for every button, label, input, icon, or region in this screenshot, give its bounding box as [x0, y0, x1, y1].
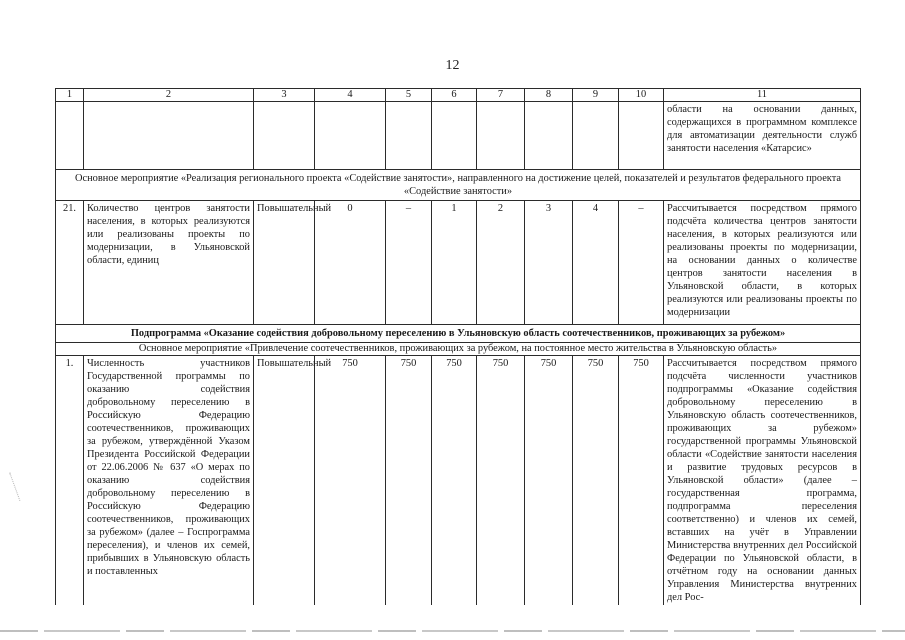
- value-cell: –: [619, 201, 664, 325]
- row-number: 21.: [56, 201, 84, 325]
- table-cell: [619, 102, 664, 170]
- calculation-method-cell: области на основании данных, содержащихся в программном комплексе для автоматизации деятельности служб занятости населения «Катарсис»: [664, 102, 861, 170]
- table-cell: [432, 102, 477, 170]
- indicators-table: [55, 88, 861, 605]
- value-cell: –: [386, 201, 432, 325]
- table-cell: [386, 102, 432, 170]
- table-cell: [525, 102, 573, 170]
- column-header: 9: [573, 89, 619, 102]
- table-cell: [254, 102, 315, 170]
- table-cell: [84, 102, 254, 170]
- scan-artifact: [9, 469, 30, 501]
- calculation-method-cell: Рассчитывается посредством прямого подсчёта количества центров занятости населения, в которых реализуются или реализованы проекты по модернизации, на основании данных о количестве центров занятости населения в Ульяновской области, в которых реализуются или реализованы проекты по модернизации: [664, 201, 861, 325]
- continued-row: [56, 102, 861, 170]
- column-header: 7: [477, 89, 525, 102]
- indicator-name: Численность участников Государственной программы по оказанию содействия добровольному переселению в Российскую Федерацию соотечественников, проживающих за рубежом, утверждённой Указом Президента Российской Федерации от 22.06.2006 № 637 «О мерах по оказанию содействия добровольному переселению в Российскую Федерацию соотечественников, проживающих за рубежом» (далее – Госпрограмма переселения), и членов их семей, прибывших в Ульяновскую область и поставленных: [84, 356, 254, 606]
- page-number: 12: [445, 58, 460, 73]
- column-header: 10: [619, 89, 664, 102]
- indicator-type: Повышательный: [254, 356, 315, 606]
- column-header: 2: [84, 89, 254, 102]
- indicator-type: Повышательный: [254, 201, 315, 325]
- table-row: [56, 356, 861, 606]
- value-cell: 0: [315, 201, 386, 325]
- bottom-edge-line: [0, 630, 905, 632]
- column-header: 1: [56, 89, 84, 102]
- value-cell: 750: [386, 356, 432, 606]
- subprogram-title: Подпрограмма «Оказание содействия добровольному переселению в Ульяновскую область соотечественников, проживающих за рубежом»: [56, 325, 861, 343]
- value-cell: 750: [619, 356, 664, 606]
- value-cell: 750: [432, 356, 477, 606]
- value-cell: 750: [477, 356, 525, 606]
- table-cell: [56, 102, 84, 170]
- value-cell: 750: [525, 356, 573, 606]
- section-title: Основное мероприятие «Привлечение соотечественников, проживающих за рубежом, на постоянное место жительства в Ульяновскую область»: [56, 343, 861, 356]
- value-cell: 750: [315, 356, 386, 606]
- column-header: 3: [254, 89, 315, 102]
- table-cell: [573, 102, 619, 170]
- value-cell: 3: [525, 201, 573, 325]
- section-heading-row: [56, 343, 861, 356]
- calculation-method-cell: Рассчитывается посредством прямого подсчёта численности участников подпрограммы «Оказание содействия добровольному переселению в Ульяновскую область соотечественников, проживающих за рубежом» государственной программы Ульяновской области «Содействие занятости населения и развитие трудовых ресурсов в Ульяновской области» (далее – государственная программа, подпрограмма переселения соответственно) и членов их семей, вставших на учёт в Управлении Министерства внутренних дел Российской Федерации по Ульяновской области, в отчётном году на основании данных Управления Министерства внутренних дел Рос-: [664, 356, 861, 606]
- column-header: 11: [664, 89, 861, 102]
- table-cell: [477, 102, 525, 170]
- column-header: 8: [525, 89, 573, 102]
- value-cell: 2: [477, 201, 525, 325]
- section-title: Основное мероприятие «Реализация регионального проекта «Содействие занятости», направленного на достижение целей, показателей и результатов федерального проекта «Содействие занятости»: [56, 170, 861, 201]
- column-header: 4: [315, 89, 386, 102]
- value-cell: 1: [432, 201, 477, 325]
- subprogram-heading-row: [56, 325, 861, 343]
- value-cell: 750: [573, 356, 619, 606]
- column-number-row: [56, 89, 861, 102]
- table-row: [56, 201, 861, 325]
- section-heading-row: [56, 170, 861, 201]
- table-cell: [315, 102, 386, 170]
- column-header: 5: [386, 89, 432, 102]
- column-header: 6: [432, 89, 477, 102]
- value-cell: 4: [573, 201, 619, 325]
- row-number: 1.: [56, 356, 84, 606]
- indicator-name: Количество центров занятости населения, в которых реализуются или реализованы проекты по модернизации, в Ульяновской области, единиц: [84, 201, 254, 325]
